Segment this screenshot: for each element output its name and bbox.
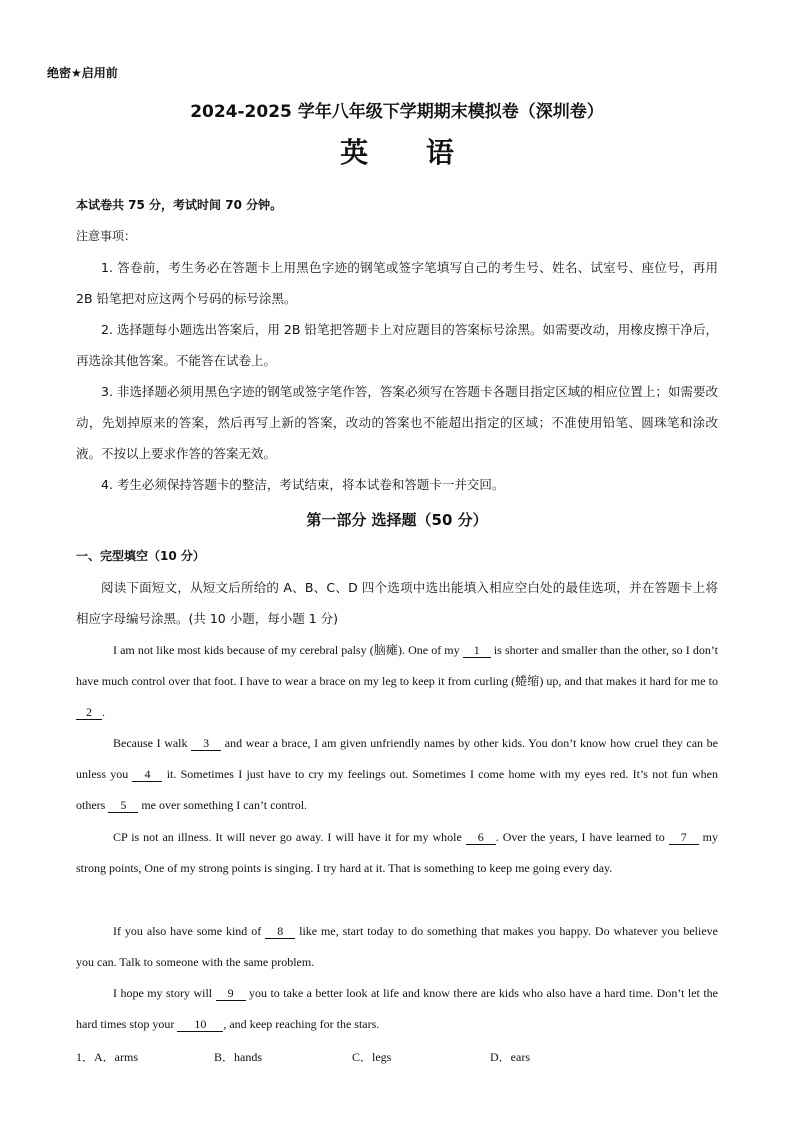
blank-2: 2 — [76, 705, 102, 720]
note-item-3: 3. 非选择题必须用黑色字迹的钢笔或签字笔作答，答案必须写在答题卡各题目指定区域的相应位置上；如需要改动，先划掉原来的答案，然后再写上新的答案，改动的答案也不能超出指定的区域；不准使用铅笔、圆珠笔和涂改液。不按以上要求作答的答案无效。 — [76, 384, 718, 461]
notes-heading: 注意事项： — [76, 229, 137, 243]
part-heading: 一、完型填空（10 分） — [76, 549, 205, 563]
blank-9: 9 — [216, 986, 246, 1001]
blank-8: 8 — [265, 924, 295, 939]
blank-7: 7 — [669, 830, 699, 845]
question-1-option-b: B．hands — [214, 1050, 263, 1064]
cloze-instruction: 阅读下面短文，从短文后所给的 A、B、C、D 四个选项中选出能填入相应空白处的最佳选项，并在答题卡上将相应字母编号涂黑。(共 10 小题，每小题 1 分) — [76, 580, 718, 626]
blank-4: 4 — [132, 767, 162, 782]
subject-title: 英 语 — [340, 136, 478, 169]
blank-1: 1 — [463, 643, 491, 658]
note-item-1: 1. 答卷前，考生务必在答题卡上用黑色字迹的钢笔或签字笔填写自己的考生号、姓名、试室号、座位号，再用 2B 铅笔把对应这两个号码的标号涂黑。 — [76, 260, 718, 306]
confidential-label: 绝密★启用前 — [47, 66, 118, 80]
passage-paragraph-4: If you also have some kind of 8 like me, start today to do something that makes you happy. Do whatever you believe you can. Talk to someone with the same problem. — [76, 924, 718, 969]
passage-paragraph-2: Because I walk 3 and wear a brace, I am given unfriendly names by other kids. You don’t know how cruel they can be unless you 4 it. Sometimes I just have to cry my feelings out. Sometimes I come home with my eyes red. It’s not fun when others 5 me over something I can’t control. — [76, 736, 718, 812]
blank-5: 5 — [108, 798, 138, 813]
exam-summary: 本试卷共 75 分，考试时间 70 分钟。 — [76, 198, 283, 212]
blank-3: 3 — [191, 736, 221, 751]
question-1-option-a: 1．A．arms — [76, 1050, 138, 1064]
passage-paragraph-5: I hope my story will 9 you to take a better look at life and know there are kids who also have a hard time. Don’t let the hard times stop your 10 , and keep reaching for the stars. — [76, 986, 718, 1031]
blank-6: 6 — [466, 830, 496, 845]
passage-paragraph-1: I am not like most kids because of my cerebral palsy (脑瘫). One of my 1 is shorter and smaller than the other, so I don’t have much control over that foot. I have to wear a brace on my leg to keep it from curling (蜷缩) up, and that makes it hard for me to 2 . — [76, 643, 718, 719]
question-1-option-d: D．ears — [490, 1050, 530, 1064]
exam-title: 2024-2025 学年八年级下学期期末模拟卷（深圳卷） — [190, 102, 604, 122]
question-1-option-c: C．legs — [352, 1050, 392, 1064]
note-item-4: 4. 考生必须保持答题卡的整洁，考试结束，将本试卷和答题卡一并交回。 — [101, 477, 505, 492]
section-title: 第一部分 选择题（50 分） — [306, 511, 488, 529]
note-item-2: 2. 选择题每小题选出答案后，用 2B 铅笔把答题卡上对应题目的答案标号涂黑。如需要改动，用橡皮擦干净后，再选涂其他答案。不能答在试卷上。 — [76, 322, 718, 368]
passage-paragraph-3: CP is not an illness. It will never go away. I will have it for my whole 6 . Over the years, I have learned to 7 my strong points, One of my strong points is singing. I try hard at it. That is something to keep me going every day. — [76, 830, 718, 875]
blank-10: 10 — [177, 1017, 223, 1032]
